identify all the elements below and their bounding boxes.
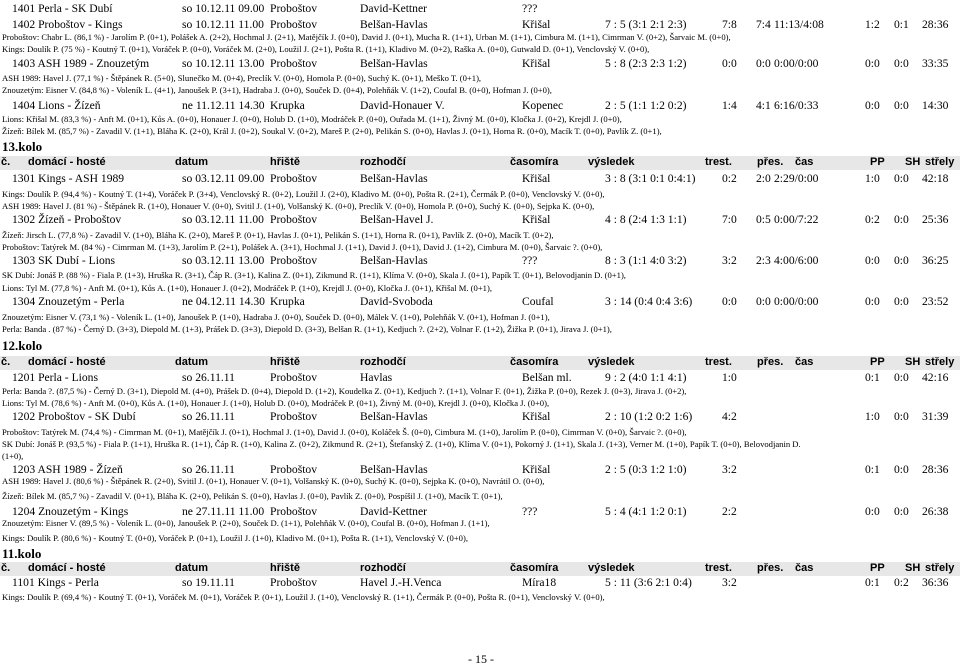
column-header-sh: SH (905, 356, 921, 368)
match-referees: Belšan-Havlas (360, 410, 428, 423)
column-header-datum: datum (175, 562, 208, 574)
match-referees: Belšan-Havlas (360, 463, 428, 476)
match-timekeeper: ??? (522, 2, 538, 15)
match-teams: 1202 Proboštov - SK Dubí (12, 410, 136, 423)
column-header-trest: trest. (705, 562, 732, 574)
column-header-sh: SH (905, 562, 921, 574)
match-penalties: 3:2 (722, 576, 737, 589)
lineup-detail: Lions: Křišal M. (83,3 %) - Anft M. (0+1), Kůs A. (0+0), Honauer J. (0+0), Holub D. (1+0), Modráček P. (0+0), Ouřada M. (1+1), Živný M. (0+0), Kločka J. (0+2), Krejdl J. (0+0), (2, 114, 622, 124)
match-timekeeper: Křišal (522, 57, 551, 70)
column-header-cas: čas (795, 156, 814, 168)
match-penalties: 4:2 (722, 410, 737, 423)
match-pp: 0:0 (865, 99, 880, 112)
match-sh: 0:2 (894, 576, 909, 589)
match-sh: 0:1 (894, 18, 909, 31)
match-timekeeper: Křišal (522, 463, 551, 476)
column-header-c: č. (1, 562, 11, 574)
lineup-detail: SK Dubí: Jonáš P. (93,5 %) - Fiala P. (1+1), Hruška R. (1+1), Čáp R. (1+0), Kalina Z. (0+2), Zikmund R. (2+1), Štefanský Z. (1+0), Klíma V. (0+1), Pokorný J. (1+1), Skala J. (1+3), Verner M. (1+0), Papík T. (0+0), Belovodjanin D. (2, 439, 801, 449)
match-timekeeper: Křišal (522, 18, 551, 31)
match-date: so 26.11.11 (182, 371, 235, 384)
column-header-casomira: časomíra (510, 356, 559, 368)
match-referees: Belšan-Havlas (360, 254, 428, 267)
match-timekeeper: Coufal (522, 295, 554, 308)
lineup-detail: Perla: Banda . (87 %) - Černý D. (3+3), Diepold M. (1+3), Prášek D. (3+3), Diepold D. (3+3), Belšan R. (1+1), Kedjuch ?. (2+2), Volnar F. (1+2), Žižka P. (0+1), Jirava J. (0+1), (2, 324, 612, 334)
match-shots: 33:35 (922, 57, 949, 70)
column-header-cas: čas (795, 356, 814, 368)
match-result: 5 : 4 (4:1 1:2 0:1) (605, 505, 687, 518)
match-pp: 0:1 (865, 371, 880, 384)
match-time: 0:00/0:00 (774, 57, 819, 70)
match-shots: 23:52 (922, 295, 949, 308)
lineup-detail: Znouzetým: Eisner V. (84,8 %) - Voleník L. (4+1), Janoušek P. (3+1), Hadraba J. (0+0), Souček D. (0+4), Polehňák V. (1+2), Coufal B. (0+0), Hofman J. (0+0), (2, 85, 552, 95)
match-referees: Havlas (360, 371, 393, 384)
match-time: 6:16/0:33 (774, 99, 819, 112)
match-date: so 26.11.11 (182, 463, 235, 476)
column-header-cas: čas (795, 562, 814, 574)
column-header-pp: PP (870, 156, 885, 168)
match-result: 5 : 11 (3:6 2:1 0:4) (605, 576, 692, 589)
match-venue: Proboštov (270, 213, 318, 226)
match-pp: 1:0 (865, 410, 880, 423)
match-sh: 0:0 (894, 410, 909, 423)
match-timekeeper: Křišal (522, 213, 551, 226)
match-referees: Belšan-Havlas (360, 57, 428, 70)
match-timekeeper: Kopenec (522, 99, 564, 112)
match-timekeeper: Křišal (522, 172, 551, 185)
lineup-detail: Lions: Tyl M. (77,8 %) - Anft M. (0+1), Kůs A. (1+0), Honauer J. (0+2), Modráček P. (1+0), Krejdl J. (0+0), Kločka J. (0+1), Křišal M. (0+1), (2, 283, 492, 293)
match-teams: 1204 Znouzetým - Kings (12, 505, 129, 518)
match-date: so 03.12.11 09.00 (182, 172, 265, 185)
match-teams: 1303 SK Dubí - Lions (12, 254, 116, 267)
column-header-vysledek: výsledek (588, 562, 635, 574)
column-header-hriste: hřiště (270, 156, 300, 168)
match-venue: Proboštov (270, 57, 318, 70)
lineup-detail: Kings: Doulík P. (75 %) - Koutný T. (0+1), Voráček P. (0+0), Voráček M. (2+0), Loužil J. (2+1), Pošta R. (1+1), Kladivo M. (0+2), Raška A. (0+0), Gutwald D. (0+1), Venclovský V. (0+0), (2, 44, 650, 54)
match-overtime: 0:0 (756, 57, 771, 70)
match-referees: David-Svoboda (360, 295, 433, 308)
column-header-rozhodci: rozhodčí (360, 356, 406, 368)
match-venue: Proboštov (270, 172, 318, 185)
match-result: 2 : 5 (0:3 1:2 1:0) (605, 463, 687, 476)
lineup-detail: Lions: Tyl M. (78,6 %) - Anft M. (0+0), Kůs A. (1+0), Honauer J. (1+0), Holub D. (0+0), Modráček P. (0+1), Živný M. (0+0), Krejdl J. (0+0), Kločka J. (0+0), (2, 398, 550, 408)
round-title: 12.kolo (2, 338, 43, 353)
column-header-hriste: hřiště (270, 356, 300, 368)
column-header-strely: střely (925, 356, 955, 368)
lineup-detail: Žízeň: Bílek M. (85,7 %) - Zavadil V. (1+1), Bláha K. (2+0), Král J. (0+2), Soukal V. (0+2), Mareš P. (2+0), Pelikán S. (0+0), Havlas J. (0+1), Horna R. (0+0), Macík T. (0+0), Pavlík Z. (0+1), (2, 126, 662, 136)
match-time: 4:00/6:00 (774, 254, 819, 267)
match-penalties: 0:0 (722, 295, 737, 308)
match-venue: Proboštov (270, 371, 318, 384)
lineup-detail: Kings: Doulík P. (69,4 %) - Koutný T. (0+1), Voráček M. (0+1), Voráček P. (0+1), Loužil J. (1+0), Venclovský R. (1+1), Čermák P. (0+0), Pošta R. (0+1), Venclovský V. (0+0), (2, 592, 605, 602)
match-referees: Havel J.-H.Venca (360, 576, 442, 589)
match-penalties: 3:2 (722, 254, 737, 267)
match-overtime: 7:4 (756, 18, 771, 31)
lineup-detail: Žízeň: Jirsch L. (77,8 %) - Zavadil V. (1+0), Bláha K. (2+0), Mareš P. (0+1), Havlas J. (0+1), Pelikán S. (1+1), Horna R. (0+1), Pavlík Z. (0+0), Macík T. (0+2), (2, 230, 554, 240)
column-header-row (0, 156, 960, 170)
match-date: so 03.12.11 13.00 (182, 254, 265, 267)
match-sh: 0:0 (894, 172, 909, 185)
match-result: 9 : 2 (4:0 1:1 4:1) (605, 371, 687, 384)
column-header-strely: střely (925, 562, 955, 574)
lineup-detail: SK Dubí: Jonáš P. (88 %) - Fiala P. (1+3), Hruška R. (3+1), Čáp R. (3+1), Kalina Z. (0+1), Zikmund R. (1+1), Klíma V. (0+0), Skala J. (0+1), Papík T. (0+1), Belovodjanin D. (0+1), (2, 270, 626, 280)
match-time: 2:29/0:00 (774, 172, 819, 185)
match-venue: Proboštov (270, 18, 318, 31)
column-header-casomira: časomíra (510, 156, 559, 168)
match-overtime: 0:0 (756, 295, 771, 308)
match-sh: 0:0 (894, 254, 909, 267)
match-sh: 0:0 (894, 99, 909, 112)
column-header-datum: datum (175, 156, 208, 168)
match-date: so 10.12.11 11.00 (182, 18, 264, 31)
column-header-domaci: domácí - hosté (28, 562, 106, 574)
match-penalties: 7:0 (722, 213, 737, 226)
match-venue: Krupka (270, 99, 305, 112)
match-penalties: 1:4 (722, 99, 737, 112)
match-teams: 1302 Žízeň - Proboštov (12, 213, 122, 226)
match-result: 3 : 8 (3:1 0:1 0:4:1) (605, 172, 696, 185)
match-shots: 31:39 (922, 410, 949, 423)
match-sh: 0:0 (894, 463, 909, 476)
match-pp: 1:0 (865, 172, 880, 185)
lineup-detail: Kings: Doulík P. (80,6 %) - Koutný T. (0+0), Voráček P. (0+1), Loužil J. (1+0), Kladivo M. (0+1), Pošta R. (1+1), Venclovský V. (0+0), (2, 533, 468, 543)
page-number: - 15 - (468, 652, 494, 666)
column-header-domaci: domácí - hosté (28, 156, 106, 168)
match-shots: 42:18 (922, 172, 949, 185)
match-result: 5 : 8 (2:3 2:3 1:2) (605, 57, 687, 70)
match-referees: Belšan-Havlas (360, 18, 428, 31)
match-venue: Proboštov (270, 463, 318, 476)
match-shots: 28:36 (922, 463, 949, 476)
match-sh: 0:0 (894, 213, 909, 226)
match-pp: 0:0 (865, 295, 880, 308)
match-date: so 10.12.11 13.00 (182, 57, 265, 70)
match-sh: 0:0 (894, 295, 909, 308)
match-timekeeper: Belšan ml. (522, 371, 572, 384)
match-venue: Proboštov (270, 254, 318, 267)
match-time: 0:00/0:00 (774, 295, 819, 308)
match-timekeeper: Míra18 (522, 576, 557, 589)
match-referees: David-Honauer V. (360, 99, 445, 112)
column-header-domaci: domácí - hosté (28, 356, 106, 368)
column-header-pp: PP (870, 356, 885, 368)
match-result: 2 : 5 (1:1 1:2 0:2) (605, 99, 687, 112)
match-sh: 0:0 (894, 57, 909, 70)
match-teams: 1304 Znouzetým - Perla (12, 295, 125, 308)
match-pp: 0:1 (865, 463, 880, 476)
match-result: 4 : 8 (2:4 1:3 1:1) (605, 213, 687, 226)
match-venue: Proboštov (270, 2, 318, 15)
match-shots: 36:36 (922, 576, 949, 589)
match-teams: 1404 Lions - Žízeň (12, 99, 101, 112)
column-header-row (0, 356, 960, 370)
match-date: so 03.12.11 11.00 (182, 213, 264, 226)
column-header-row (0, 562, 960, 576)
match-referees: Belšan-Havel J. (360, 213, 434, 226)
match-overtime: 0:5 (756, 213, 771, 226)
match-referees: David-Kettner (360, 2, 427, 15)
match-date: so 26.11.11 (182, 410, 235, 423)
lineup-detail: ASH 1989: Havel J. (80,6 %) - Štěpánek R. (2+0), Svitil J. (0+1), Honauer V. (0+1), Volšanský K. (0+0), Suchý K. (0+0), Sejpka K. (0+0), Navrátil O. (0+0), (2, 476, 545, 486)
match-shots: 36:25 (922, 254, 949, 267)
lineup-detail: Kings: Doulík P. (94,4 %) - Koutný T. (1+4), Voráček P. (3+4), Venclovský R. (0+2), Loužil J. (2+0), Kladivo M. (0+0), Pošta R. (2+1), Čermák P. (0+0), Venclovský V. (0+0), (2, 189, 605, 199)
match-result: 2 : 10 (1:2 0:2 1:6) (605, 410, 693, 423)
match-penalties: 0:2 (722, 172, 737, 185)
match-overtime: 2:0 (756, 172, 771, 185)
match-date: so 10.12.11 09.00 (182, 2, 265, 15)
lineup-detail: Proboštov: Tatýrek M. (74,4 %) - Cimrman M. (0+1), Matějčík J. (0+1), Hochmal J. (1+0), David J. (0+0), Koláček Š. (0+0), Cimbura M. (1+0), Jarolím P. (0+0), Cimrman V. (0+0), Šarvaic ?. (0+0), (2, 427, 687, 437)
match-penalties: 3:2 (722, 463, 737, 476)
column-header-pres: přes. (757, 356, 784, 368)
match-date: ne 27.11.11 11.00 (182, 505, 265, 518)
match-shots: 25:36 (922, 213, 949, 226)
round-title: 11.kolo (2, 546, 42, 561)
match-teams: 1403 ASH 1989 - Znouzetým (12, 57, 150, 70)
match-teams: 1201 Perla - Lions (12, 371, 98, 384)
match-penalties: 0:0 (722, 57, 737, 70)
match-pp: 0:1 (865, 576, 880, 589)
match-pp: 0:0 (865, 57, 880, 70)
column-header-hriste: hřiště (270, 562, 300, 574)
lineup-detail: (1+0), (2, 451, 24, 461)
match-shots: 14:30 (922, 99, 949, 112)
match-teams: 1101 Kings - Perla (12, 576, 99, 589)
column-header-casomira: časomíra (510, 562, 559, 574)
match-time: 11:13/4:08 (774, 18, 824, 31)
lineup-detail: ASH 1989: Havel J. (77,1 %) - Štěpánek R. (5+0), Slunečko M. (0+4), Preclík V. (0+0), Homola P. (0+0), Suchý K. (0+1), Meško T. (0+1), (2, 73, 482, 83)
column-header-rozhodci: rozhodčí (360, 156, 406, 168)
match-shots: 26:38 (922, 505, 949, 518)
match-teams: 1401 Perla - SK Dubí (12, 2, 113, 15)
match-timekeeper: ??? (522, 505, 538, 518)
match-date: ne 11.12.11 14.30 (182, 99, 265, 112)
match-shots: 42:16 (922, 371, 949, 384)
match-result: 8 : 3 (1:1 4:0 3:2) (605, 254, 687, 267)
column-header-datum: datum (175, 356, 208, 368)
match-teams: 1301 Kings - ASH 1989 (12, 172, 125, 185)
match-sh: 0:0 (894, 505, 909, 518)
column-header-c: č. (1, 356, 11, 368)
match-venue: Krupka (270, 295, 305, 308)
column-header-trest: trest. (705, 356, 732, 368)
column-header-strely: střely (925, 156, 955, 168)
lineup-detail: Znouzetým: Eisner V. (89,5 %) - Voleník L. (0+0), Janoušek P. (2+0), Souček D. (1+1), Polehňák V. (0+0), Coufal B. (0+0), Hofman J. (1+1), (2, 518, 490, 528)
column-header-vysledek: výsledek (588, 156, 635, 168)
match-penalties: 2:2 (722, 505, 737, 518)
column-header-sh: SH (905, 156, 921, 168)
column-header-vysledek: výsledek (588, 356, 635, 368)
match-shots: 28:36 (922, 18, 949, 31)
match-venue: Proboštov (270, 576, 318, 589)
lineup-detail: Proboštov: Tatýrek M. (84 %) - Cimrman M. (1+3), Jarolím P. (2+1), Polášek A. (3+1), Hochmal J. (1+1), David J. (0+1), David J. (1+2), Cimbura M. (0+0), Šarvaic ?. (0+0), (2, 242, 603, 252)
match-pp: 0:0 (865, 505, 880, 518)
match-overtime: 2:3 (756, 254, 771, 267)
lineup-detail: ASH 1989: Havel J. (81 %) - Štěpánek R. (1+0), Honauer V. (0+0), Svitil J. (1+0), Volšanský K. (0+0), Preclík V. (0+0), Homola P. (0+0), Suchý K. (0+0), Sejpka K. (0+0), (2, 201, 595, 211)
match-teams: 1402 Proboštov - Kings (12, 18, 123, 31)
lineup-detail: Žízeň: Bílek M. (85,7 %) - Zavadil V. (0+1), Bláha K. (2+0), Pelikán S. (0+0), Havlas J. (0+0), Pavlík Z. (0+0), Pospíšil J. (1+0), Macík T. (0+1), (2, 491, 503, 501)
match-timekeeper: ??? (522, 254, 538, 267)
column-header-rozhodci: rozhodčí (360, 562, 406, 574)
match-penalties: 1:0 (722, 371, 737, 384)
match-overtime: 4:1 (756, 99, 771, 112)
match-pp: 0:0 (865, 254, 880, 267)
match-referees: David-Kettner (360, 505, 427, 518)
match-penalties: 7:8 (722, 18, 737, 31)
match-venue: Proboštov (270, 505, 318, 518)
column-header-pp: PP (870, 562, 885, 574)
column-header-c: č. (1, 156, 11, 168)
match-venue: Proboštov (270, 410, 318, 423)
lineup-detail: Perla: Banda ?. (87,5 %) - Černý D. (3+1), Diepold M. (4+0), Prášek D. (0+4), Diepold D. (1+2), Koudelka Z. (0+1), Kedjuch ?. (1+1), Volnar F. (0+1), Žižka P. (0+0), Rezek J. (0+3), Jirava J. (0+2), (2, 386, 687, 396)
lineup-detail: Proboštov: Chabr L. (86,1 %) - Jarolím P. (0+1), Polášek A. (2+2), Hochmal J. (2+1), Matějčík J. (0+0), David J. (0+1), Mucha R. (1+1), Urban M. (1+1), Cimbura M. (1+1), Cimrman V. (0+2), Šarvaic M. (0+0), (2, 32, 731, 42)
column-header-pres: přes. (757, 156, 784, 168)
match-result: 7 : 5 (3:1 2:1 2:3) (605, 18, 687, 31)
match-sh: 0:0 (894, 371, 909, 384)
match-teams: 1203 ASH 1989 - Žízeň (12, 463, 123, 476)
round-title: 13.kolo (2, 139, 43, 154)
match-date: so 19.11.11 (182, 576, 235, 589)
match-pp: 0:2 (865, 213, 880, 226)
match-timekeeper: Křišal (522, 410, 551, 423)
column-header-trest: trest. (705, 156, 732, 168)
match-date: ne 04.12.11 14.30 (182, 295, 265, 308)
match-pp: 1:2 (865, 18, 880, 31)
match-time: 0:00/7:22 (774, 213, 819, 226)
match-result: 3 : 14 (0:4 0:4 3:6) (605, 295, 693, 308)
match-referees: Belšan-Havlas (360, 172, 428, 185)
column-header-pres: přes. (757, 562, 784, 574)
lineup-detail: Znouzetým: Eisner V. (73,1 %) - Voleník L. (1+0), Janoušek P. (1+0), Hadraba J. (0+0), Souček D. (0+0), Málek V. (1+0), Polehňák V. (0+1), Hofman J. (0+1), (2, 312, 550, 322)
